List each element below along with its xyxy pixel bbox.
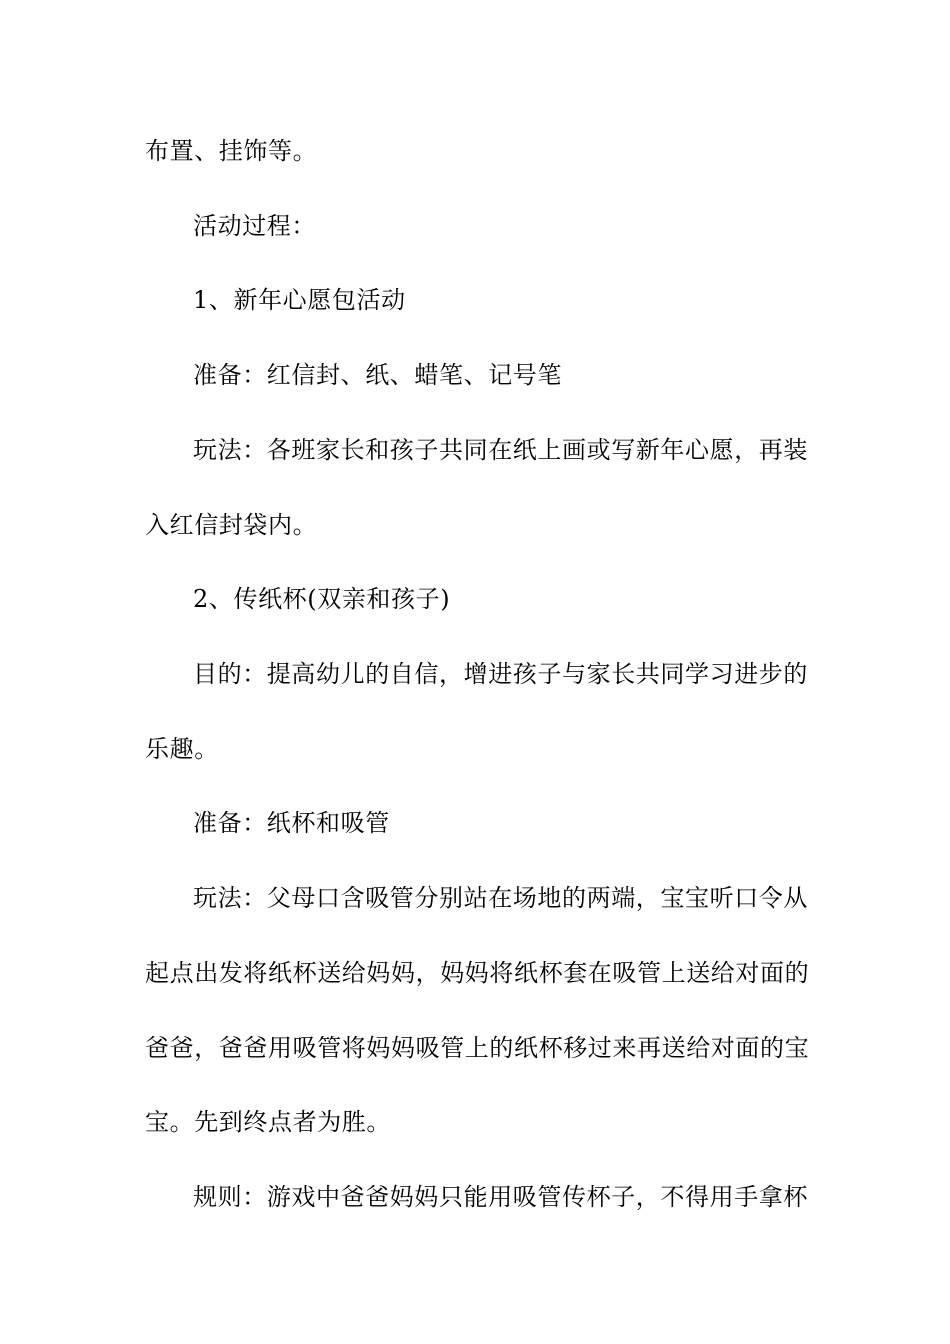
text-line: 规则：游戏中爸爸妈妈只能用吸管传杯子，不得用手拿杯 (193, 1183, 808, 1211)
text-line: 乐趣。 (145, 735, 219, 763)
text-line: 起点出发将纸杯送给妈妈，妈妈将纸杯套在吸管上送给对面的 (145, 959, 810, 987)
item-heading: 2、传纸杯(双亲和孩子) (193, 585, 451, 613)
text-line: 爸爸，爸爸用吸管将妈妈吸管上的纸杯移过来再送给对面的宝 (145, 1034, 810, 1062)
text-line: 布置、挂饰等。 (145, 137, 318, 165)
text-line: 入红信封袋内。 (145, 511, 318, 539)
text-line: 准备：红信封、纸、蜡笔、记号笔 (193, 361, 562, 389)
item-heading: 1、新年心愿包活动 (193, 286, 406, 314)
text-line: 目的：提高幼儿的自信，增进孩子与家长共同学习进步的 (193, 660, 808, 688)
text-line: 宝。先到终点者为胜。 (145, 1108, 391, 1136)
text-line: 玩法：父母口含吸管分别站在场地的两端，宝宝听口令从 (193, 884, 808, 912)
section-heading: 活动过程： (193, 212, 316, 240)
text-line: 准备：纸杯和吸管 (193, 809, 390, 837)
text-line: 玩法：各班家长和孩子共同在纸上画或写新年心愿，再装 (193, 436, 808, 464)
